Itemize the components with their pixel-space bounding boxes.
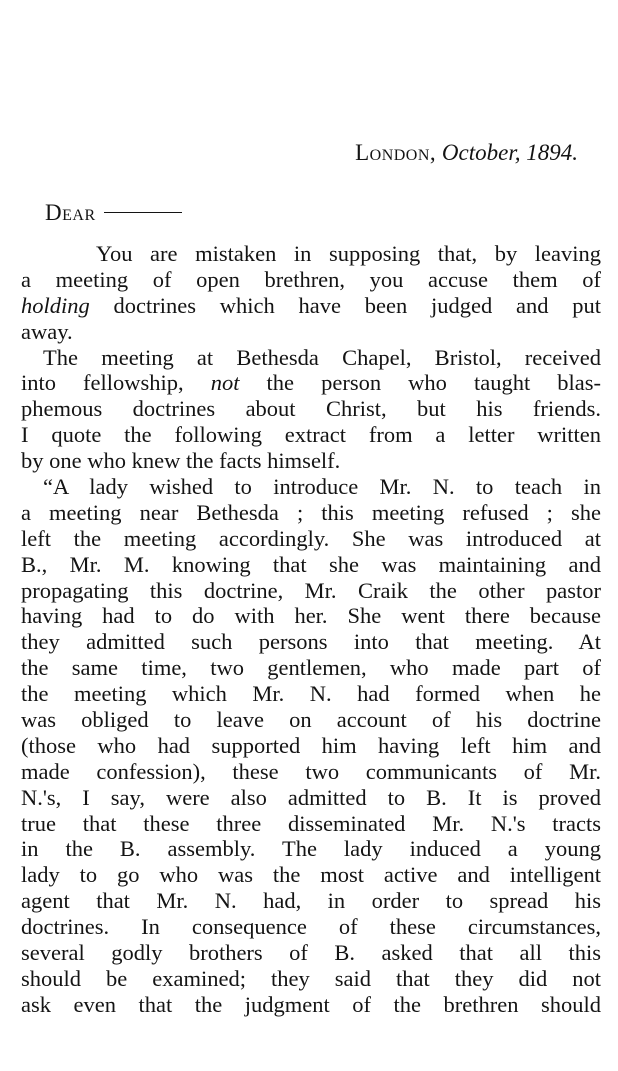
text-line: N.'s, I say, were also admitted to B. It is proved — [21, 784, 601, 810]
text-line: the meeting which Mr. N. had formed when he — [21, 681, 601, 707]
text-line: true that these three disseminated Mr. N.'s tracts — [21, 810, 601, 836]
text-line: a meeting near Bethesda ; this meeting refused ; she — [21, 499, 601, 525]
text-line: made confession), these two communicants of Mr. — [21, 758, 601, 784]
text-line: ask even that the judgment of the brethren should — [21, 991, 601, 1017]
italic-word: holding — [21, 292, 90, 318]
text-line: propagating this doctrine, Mr. Craik the other pastor — [21, 577, 601, 603]
text-line: You are mistaken in supposing that, by leaving — [96, 241, 601, 266]
text-line: a meeting of open brethren, you accuse them of — [21, 266, 601, 292]
text-line: agent that Mr. N. had, in order to spread his — [21, 888, 601, 914]
text-line: doctrines. In consequence of these circumstances, — [21, 914, 601, 940]
text-line: phemous doctrines about Christ, but his friends. — [21, 396, 601, 422]
dateline — [355, 140, 578, 166]
text-run: into fellowship, — [21, 370, 211, 396]
text-line: the same time, two gentlemen, who made part of — [21, 655, 601, 681]
text-line: away. — [21, 318, 73, 344]
text-line: (those who had supported him having left him and — [21, 732, 601, 758]
text-run: the person who taught blas- — [239, 370, 601, 396]
text-line: several godly brothers of B. asked that all this — [21, 940, 601, 966]
text-line: B., Mr. M. knowing that she was maintaining and — [21, 551, 601, 577]
salutation-dash — [104, 212, 182, 213]
text-line: in the B. assembly. The lady induced a young — [21, 836, 601, 862]
text-line — [21, 370, 601, 396]
text-line: by one who knew the facts himself. — [21, 448, 341, 474]
dateline-place: London, — [355, 140, 437, 165]
text-line — [21, 293, 601, 319]
text-line: they admitted such persons into that meeting. At — [21, 629, 601, 655]
letter-body — [21, 241, 601, 1018]
text-line: “A lady wished to introduce Mr. N. to teach in — [43, 474, 601, 500]
text-line: was obliged to leave on account of his doctrine — [21, 707, 601, 733]
text-line: should be examined; they said that they did not — [21, 965, 601, 991]
text-line: I quote the following extract from a letter written — [21, 422, 601, 448]
text-run: doctrines which have been judged and put — [89, 292, 601, 318]
salutation-text: Dear — [45, 200, 96, 225]
italic-word: not — [210, 370, 240, 396]
text-line: having had to do with her. She went there because — [21, 603, 601, 629]
text-line: lady to go who was the most active and intelligent — [21, 862, 601, 888]
text-line: left the meeting accordingly. She was introduced at — [21, 525, 601, 551]
dateline-date: October, 1894. — [441, 140, 578, 165]
salutation — [45, 200, 182, 226]
text-line: The meeting at Bethesda Chapel, Bristol, received — [43, 344, 601, 370]
